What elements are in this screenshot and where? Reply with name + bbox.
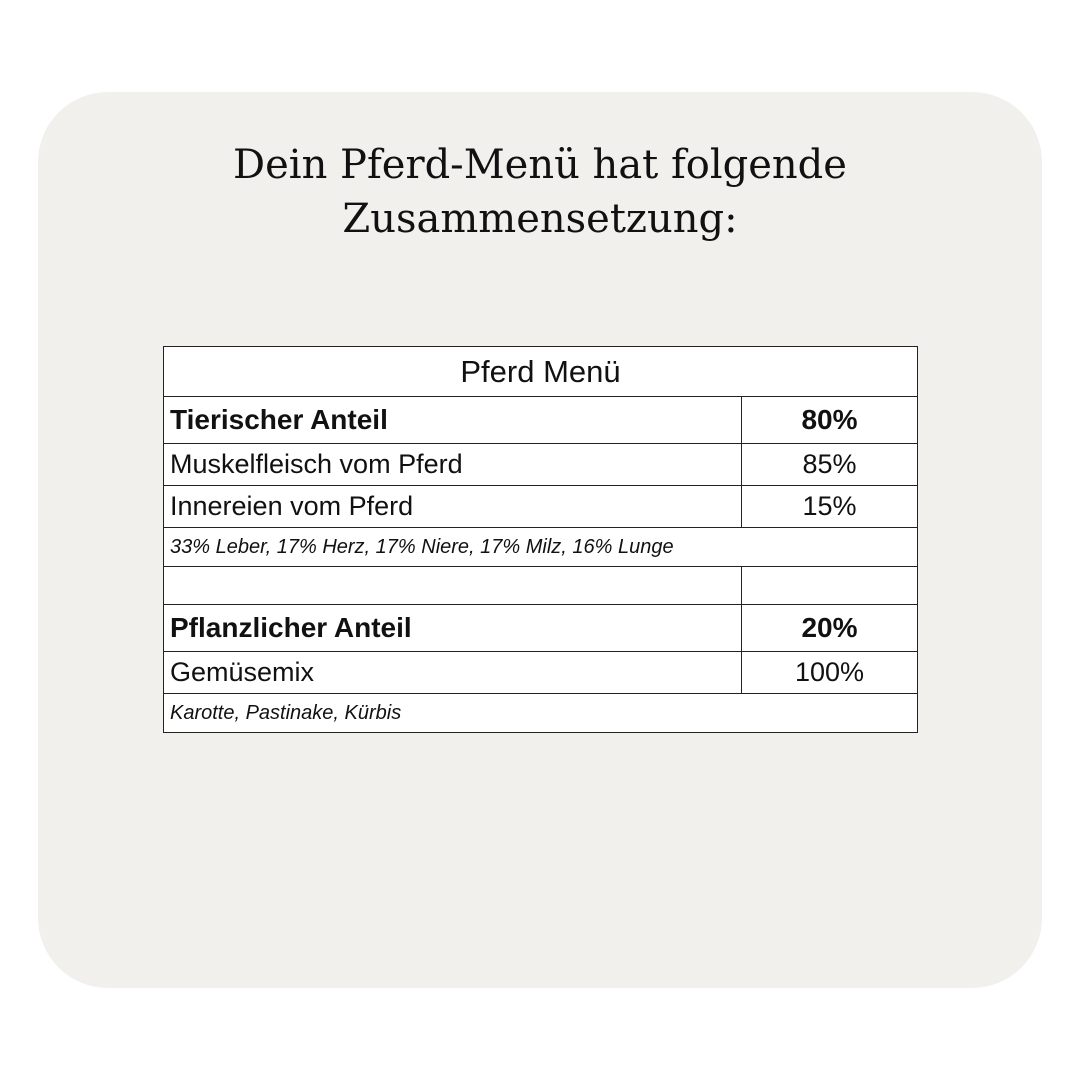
page-title-line-2: Zusammensetzung:: [342, 196, 738, 242]
menu-composition-table: [163, 346, 918, 733]
section-value: 20%: [742, 605, 918, 652]
table-row: [164, 444, 918, 486]
section-label: Tierischer Anteil: [164, 397, 742, 444]
table-row: [164, 486, 918, 528]
item-value: 15%: [742, 486, 918, 528]
item-value: 85%: [742, 444, 918, 486]
empty-cell: [164, 567, 742, 605]
page-title-line-1: Dein Pferd-Menü hat folgende: [233, 142, 847, 188]
section-note: Karotte, Pastinake, Kürbis: [164, 694, 918, 733]
table-header-row: [164, 347, 918, 397]
spacer-row: [164, 567, 918, 605]
page-title: [0, 138, 1080, 246]
item-label: Innereien vom Pferd: [164, 486, 742, 528]
item-label: Muskelfleisch vom Pferd: [164, 444, 742, 486]
section-row-plant: [164, 605, 918, 652]
note-row: [164, 528, 918, 567]
section-value: 80%: [742, 397, 918, 444]
table-row: [164, 652, 918, 694]
section-label: Pflanzlicher Anteil: [164, 605, 742, 652]
note-row: [164, 694, 918, 733]
item-label: Gemüsemix: [164, 652, 742, 694]
empty-cell: [742, 567, 918, 605]
table-header: Pferd Menü: [164, 347, 918, 397]
item-value: 100%: [742, 652, 918, 694]
section-row-animal: [164, 397, 918, 444]
section-note: 33% Leber, 17% Herz, 17% Niere, 17% Milz, 16% Lunge: [164, 528, 918, 567]
